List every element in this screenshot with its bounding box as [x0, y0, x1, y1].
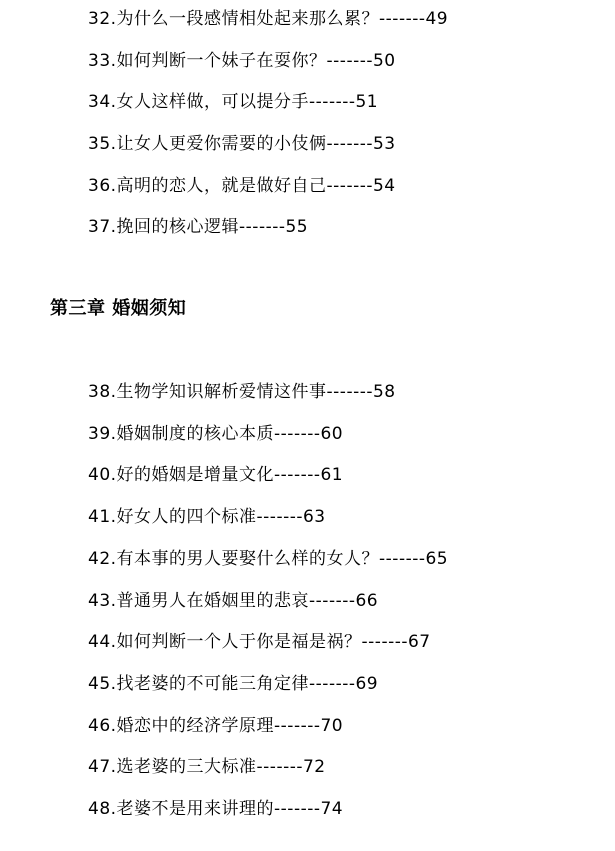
toc-entry: 45.找老婆的不可能三角定律-------69: [88, 674, 379, 694]
toc-entry: 40.好的婚姻是增量文化-------61: [88, 465, 344, 485]
toc-entry: 44.如何判断一个人于你是福是祸？-------67: [88, 632, 431, 652]
toc-entry: 39.婚姻制度的核心本质-------60: [88, 424, 344, 444]
chapter-heading: 第三章 婚姻须知: [50, 298, 187, 319]
toc-entry: 38.生物学知识解析爱情这件事-------58: [88, 382, 396, 402]
toc-entry: 32.为什么一段感情相处起来那么累？-------49: [88, 9, 449, 29]
toc-entry: 47.选老婆的三大标准-------72: [88, 757, 326, 777]
toc-entry: 46.婚恋中的经济学原理-------70: [88, 716, 344, 736]
toc-entry: 35.让女人更爱你需要的小伎俩-------53: [88, 134, 396, 154]
toc-entry: 42.有本事的男人要娶什么样的女人？-------65: [88, 549, 449, 569]
toc-entry: 48.老婆不是用来讲理的-------74: [88, 799, 344, 819]
toc-entry: 34.女人这样做，可以提分手-------51: [88, 92, 379, 112]
toc-entry: 43.普通男人在婚姻里的悲哀-------66: [88, 591, 379, 611]
toc-entry: 36.高明的恋人，就是做好自己-------54: [88, 176, 396, 196]
toc-entry: 37.挽回的核心逻辑-------55: [88, 217, 309, 237]
toc-entry: 41.好女人的四个标准-------63: [88, 507, 326, 527]
toc-entry: 33.如何判断一个妹子在耍你？-------50: [88, 51, 396, 71]
